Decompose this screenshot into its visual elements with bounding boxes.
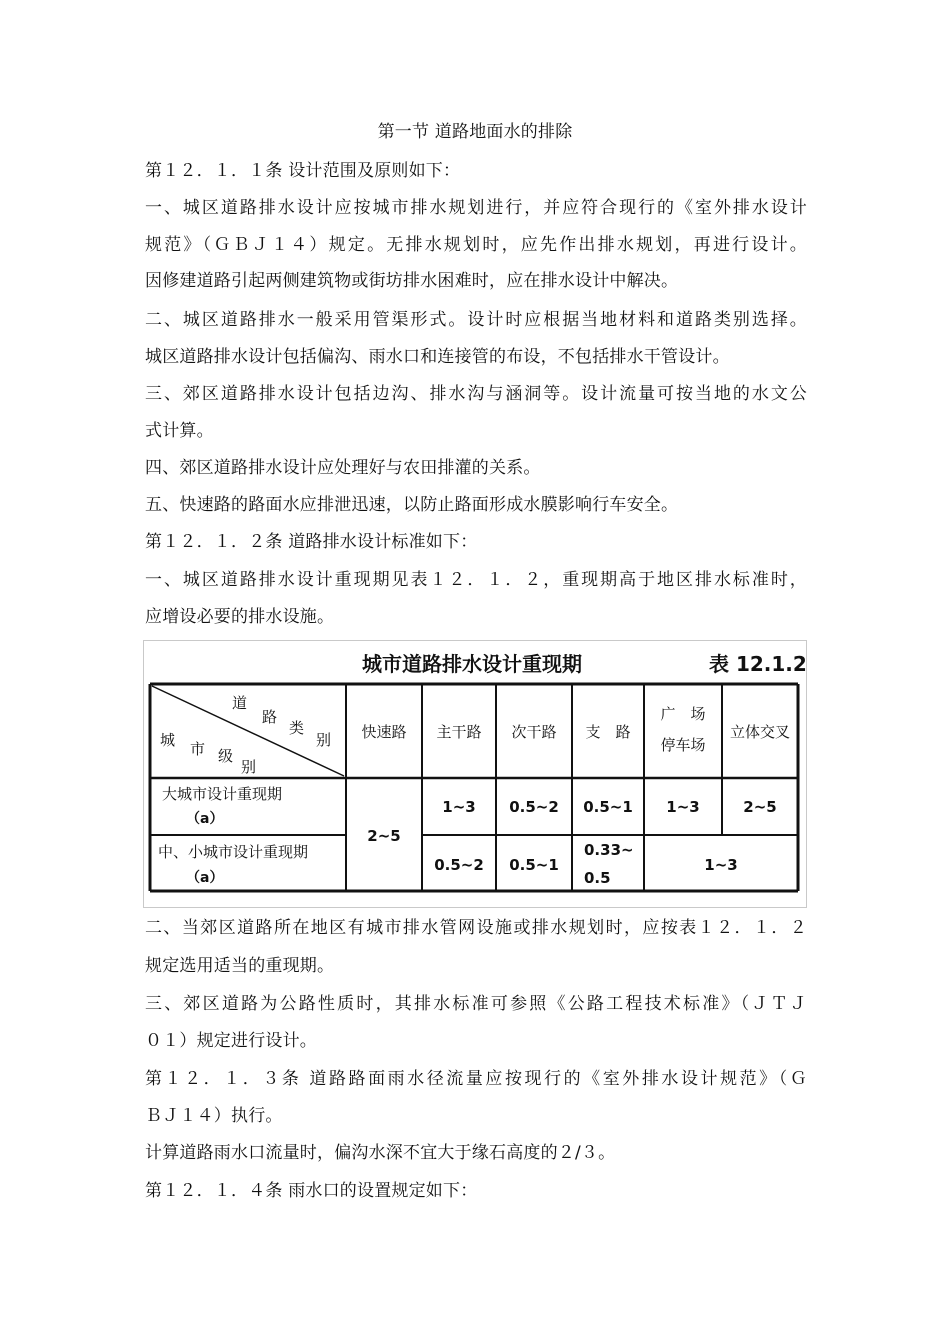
cell-expressway-merged: 2~5: [367, 827, 401, 845]
clause-12-1-1: 第１２．１．１条 设计范围及原则如下：: [145, 161, 461, 181]
table-title: 城市道路排水设计重现期: [362, 652, 582, 676]
col-header-branch: 支 路: [585, 723, 631, 741]
table-12-1-2: [143, 640, 807, 908]
col-header-plaza: 广 场: [660, 705, 706, 723]
corner-city-char: 别: [241, 758, 257, 776]
table-cell: 0.5~1: [509, 856, 559, 874]
table-cell-merged: 1~3: [704, 856, 738, 874]
corner-road-char: 类: [289, 719, 305, 737]
table-cell: 2~5: [743, 798, 777, 816]
paragraph-line: 二、当郊区道路所在地区有城市排水管网设施或排水规划时，应按表１２．１．２: [145, 918, 807, 938]
table-cell: 1~3: [442, 798, 476, 816]
table-cell: 0.5: [584, 869, 611, 887]
corner-road-char: 路: [262, 708, 278, 726]
clause-12-1-4: 第１２．１．４条 雨水口的设置规定如下：: [145, 1181, 478, 1201]
paragraph-line: 计算道路雨水口流量时，偏沟水深不宜大于缘石高度的２/３。: [145, 1143, 616, 1163]
paragraph-line: ０１）规定进行设计。: [145, 1031, 317, 1051]
row-label-large-city: （a）: [186, 811, 224, 827]
paragraph-line: 一、城区道路排水设计重现期见表１２．１．２，重现期高于地区排水标准时，: [145, 570, 807, 590]
table-cell: 0.5~2: [509, 798, 559, 816]
paragraph-line: 三、郊区道路排水设计包括边沟、排水沟与涵洞等。设计流量可按当地的水文公: [145, 384, 807, 404]
corner-road-char: 别: [316, 731, 332, 749]
paragraph-line: 因修建道路引起两侧建筑物或街坊排水困难时，应在排水设计中解决。: [145, 271, 679, 291]
col-header-secondary: 次干路: [511, 723, 557, 741]
paragraph-line: ＢＪ１４）执行。: [145, 1106, 283, 1126]
corner-road-char: 道: [232, 694, 248, 712]
row-label-small-city: 中、小城市设计重现期: [158, 843, 309, 861]
paragraph-line: 规定选用适当的重现期。: [145, 956, 335, 976]
paragraph-line: 三、郊区道路为公路性质时，其排水标准可参照《公路工程技术标准》（ＪＴＪ: [145, 994, 807, 1014]
paragraph-line: 五、快速路的路面水应排泄迅速，以防止路面形成水膜影响行车安全。: [145, 495, 679, 515]
table-drawing: [144, 641, 808, 909]
table-cell: 0.5~2: [434, 856, 484, 874]
section-heading: 第一节 道路地面水的排除: [377, 122, 573, 142]
row-label-large-city: 大城市设计重现期: [162, 785, 283, 803]
table-cell: 0.33~: [584, 841, 634, 859]
corner-city-char: 级: [218, 747, 234, 765]
clause-12-1-2: 第１２．１．２条 道路排水设计标准如下：: [145, 532, 478, 552]
paragraph-line: 应增设必要的排水设施。: [145, 607, 335, 627]
paragraph-line: 规范》（ＧＢＪ１４）规定。无排水规划时，应先作出排水规划，再进行设计。: [145, 235, 807, 255]
clause-12-1-3: 第１２．１．３条 道路路面雨水径流量应按现行的《室外排水设计规范》（Ｇ: [145, 1069, 807, 1089]
col-header-expressway: 快速路: [361, 723, 407, 741]
paragraph-line: 二、城区道路排水一般采用管渠形式。设计时应根据当地材料和道路类别选择。: [145, 310, 807, 330]
paragraph-line: 一、城区道路排水设计应按城市排水规划进行，并应符合现行的《室外排水设计: [145, 198, 807, 218]
paragraph-line: 式计算。: [145, 421, 214, 441]
table-cell: 0.5~1: [583, 798, 633, 816]
table-number: 表 12.1.2: [709, 652, 807, 676]
col-header-plaza: 停车场: [660, 736, 706, 754]
corner-city-char: 城: [160, 731, 176, 749]
paragraph-line: 城区道路排水设计包括偏沟、雨水口和连接管的布设，不包括排水干管设计。: [145, 347, 730, 367]
col-header-arterial: 主干路: [436, 723, 482, 741]
table-cell: 1~3: [666, 798, 700, 816]
row-label-small-city: （a）: [186, 870, 224, 886]
col-header-interchange: 立体交叉: [729, 723, 791, 741]
corner-city-char: 市: [190, 740, 206, 758]
paragraph-line: 四、郊区道路排水设计应处理好与农田排灌的关系。: [145, 458, 541, 478]
